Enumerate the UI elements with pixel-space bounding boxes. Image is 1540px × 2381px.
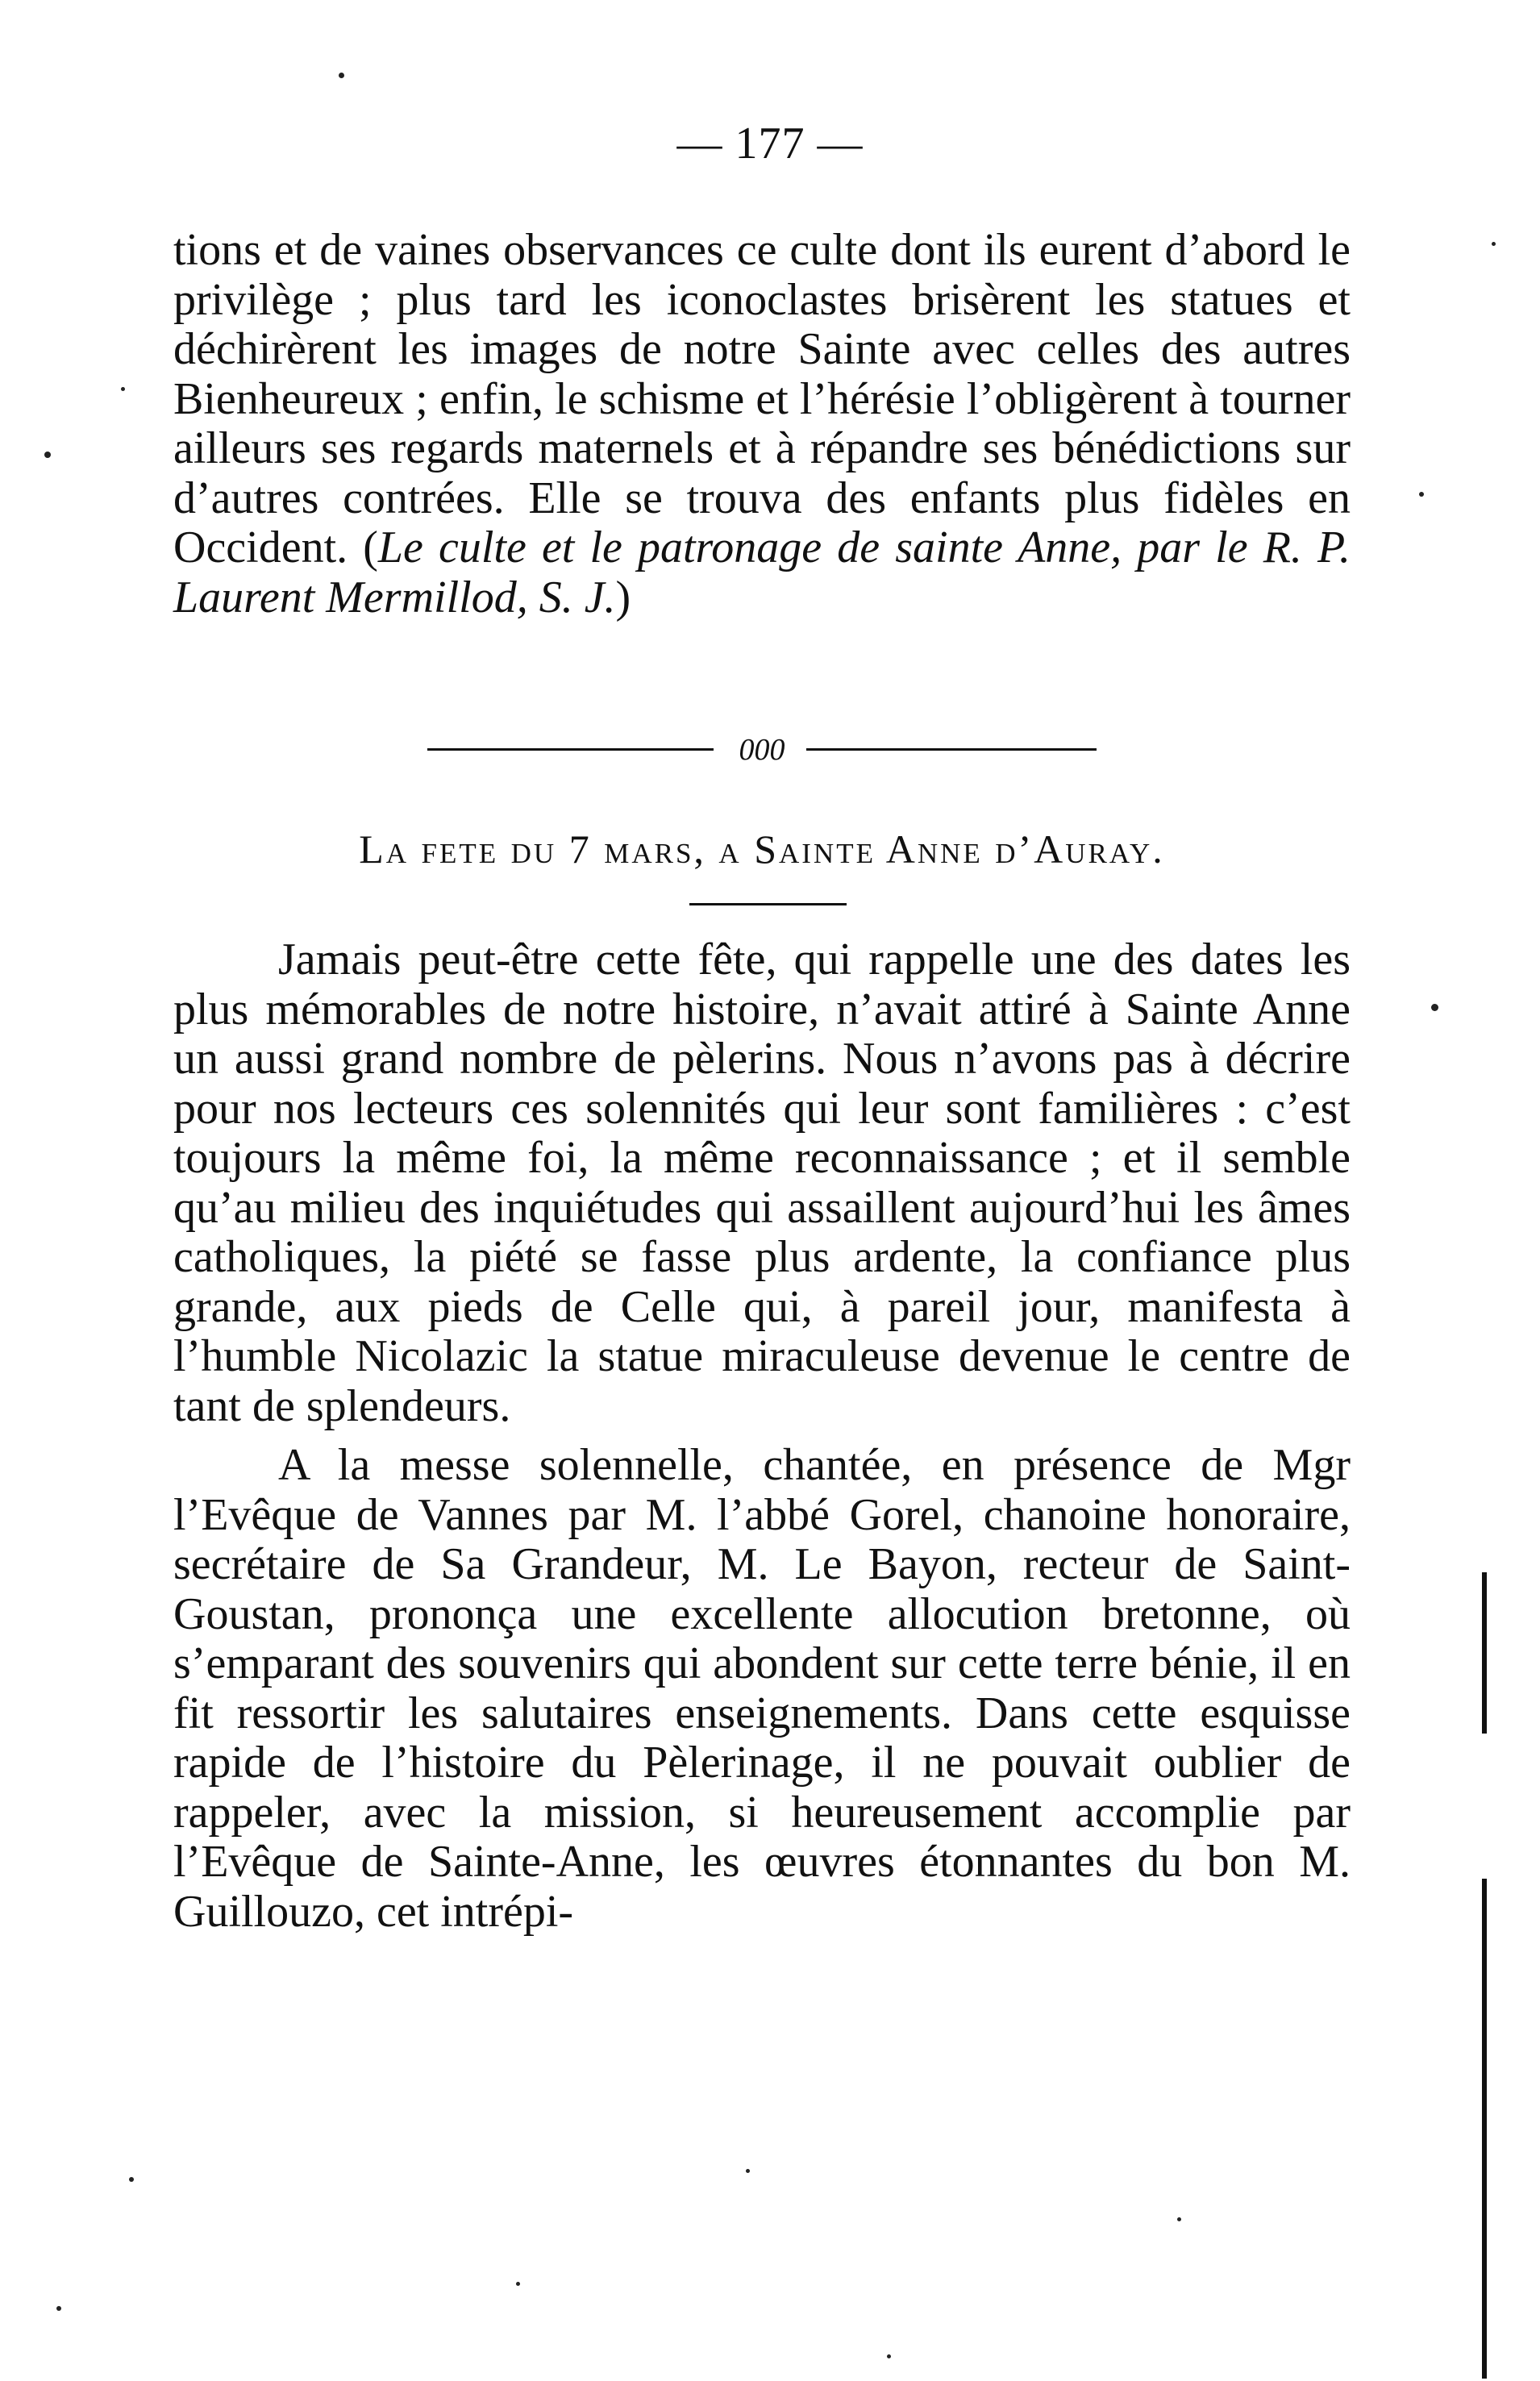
article-body [173, 935, 1351, 1937]
citation-title: Le culte et le patronage de sainte Anne, par le R. P. Laurent Mermillod, S. J. [173, 522, 1351, 622]
heading-underline-rule [689, 903, 847, 905]
scan-speck [129, 2177, 134, 2182]
scan-speck [56, 2306, 61, 2311]
section-divider [427, 730, 1097, 770]
scan-speck [746, 2169, 750, 2173]
scan-speck [1177, 2217, 1181, 2221]
scan-speck [339, 73, 344, 78]
scan-speck [1492, 242, 1496, 246]
page-number: — 177 — [676, 119, 864, 169]
paragraph: A la messe solennelle, chantée, en présence de Mgr l’Evêque de Vannes par M. l’abbé Gorel, chanoine honoraire, secrétaire de Sa Grandeur, M. Le Bayon, recteur de Saint-Goustan, prononça une excellente allocution bretonne, où s’emparant des souvenirs qui abondent sur cette terre bénie, il en fit ressortir les salutaires enseignements. Dans cette esquisse rapide de l’histoire du Pèlerinage, il ne pouvait oublier de rappeler, avec la mission, si heureusement accomplie par l’Evêque de Sainte-Anne, les œuvres étonnantes du bon M. Guillouzo, cet intrépi- [173, 1440, 1351, 1937]
scan-speck [121, 387, 125, 391]
paragraph: Jamais peut-être cette fête, qui rappelle une des dates les plus mémorables de notre histoire, n’avait attiré à Sainte Anne un aussi grand nombre de pèlerins. Nous n’avons pas à décrire pour nos lecteurs ces solennités qui leur sont familières : c’est toujours la même foi, la même reconnaissance ; et il semble qu’au milieu des inquiétudes qui assaillent aujourd’hui les âmes catholiques, la piété se fasse plus ardente, la confiance plus grande, aux pieds de Celle qui, à pareil jour, manifesta à l’humble Nicolazic la statue miraculeuse devenue le centre de tant de splendeurs. [173, 935, 1351, 1431]
scan-margin-bar [1482, 1572, 1487, 1734]
divider-rule-left [427, 748, 714, 751]
divider-rule-right [806, 748, 1097, 751]
citation-close: ) [615, 572, 631, 622]
continuation-text [173, 226, 1351, 622]
scan-speck [1431, 1004, 1438, 1011]
divider-ornament: 000 [739, 733, 785, 767]
scan-speck [516, 2282, 520, 2286]
scan-speck [1419, 492, 1424, 497]
section-heading: La fete du 7 mars, a Sainte Anne d’Auray. [359, 826, 1165, 872]
scan-margin-bar [1482, 1879, 1487, 2379]
continuation-body: tions et de vaines observances ce culte dont ils eurent d’abord le privilège ; plus tard les iconoclastes brisèrent les statues et déchirèrent les images de notre Sainte avec celles des autres Bienheureux ; enfin, le schisme et l’hérésie l’obligèrent à tourner ailleurs ses regards maternels et à répandre ses bénédictions sur d’autres contrées. Elle se trouva des enfants plus fidèles en Occident. ( [173, 225, 1351, 572]
scan-speck [44, 452, 51, 458]
scan-speck [887, 2354, 891, 2358]
continuation-paragraph [173, 226, 1351, 622]
